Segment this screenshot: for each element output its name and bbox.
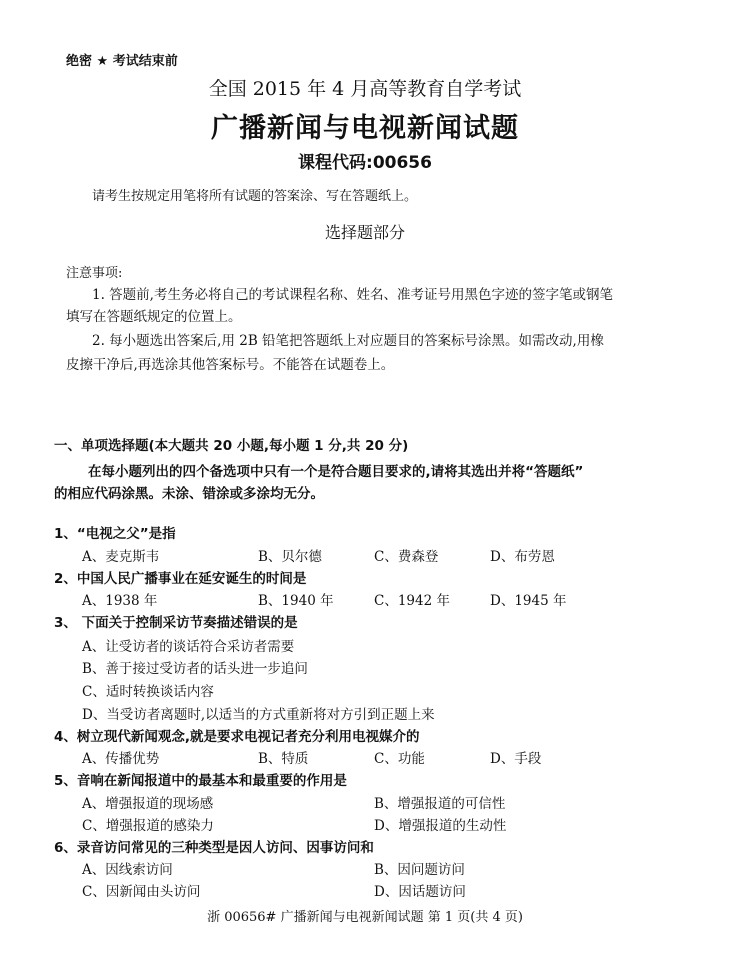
question-1-option-d: D、布劳恩: [490, 549, 555, 565]
note-1-line-1: 1. 答题前,考生务必将自己的考试课程名称、姓名、准考证号用黑色字迹的签字笔或钢笔: [92, 287, 613, 303]
note-2-line-2: 皮擦干净后,再选涂其他答案标号。不能答在试题卷上。: [66, 357, 395, 373]
notes-title: 注意事项:: [66, 266, 123, 281]
question-2-option-a: A、1938 年: [82, 593, 158, 609]
part-one-instruction-line-1: 在每小题列出的四个备选项中只有一个是符合题目要求的,请将其选出并将“答题纸”: [88, 464, 584, 480]
question-4-stem: 4、树立现代新闻观念,就是要求电视记者充分利用电视媒介的: [54, 729, 420, 745]
part-one-title: 一、单项选择题(本大题共 20 小题,每小题 1 分,共 20 分): [54, 438, 409, 454]
course-code: 课程代码:00656: [298, 153, 432, 173]
question-4-option-a: A、传播优势: [82, 751, 160, 767]
question-3-option-c: C、适时转换谈话内容: [82, 684, 214, 700]
question-1-option-c: C、费森登: [374, 549, 439, 565]
question-1-stem: 1、“电视之父”是指: [54, 526, 176, 542]
question-4-option-c: C、功能: [374, 751, 425, 767]
question-6-stem: 6、录音访问常见的三种类型是因人访问、因事访问和: [54, 840, 374, 856]
question-6-option-a: A、因线索访问: [82, 862, 173, 878]
question-5-stem: 5、音响在新闻报道中的最基本和最重要的作用是: [54, 773, 347, 789]
question-2-option-b: B、1940 年: [258, 593, 334, 609]
question-3-option-a: A、让受访者的谈话符合采访者需要: [82, 639, 295, 655]
question-5-option-a: A、增强报道的现场感: [82, 796, 214, 812]
question-6-option-b: B、因问题访问: [374, 862, 465, 878]
question-5-option-c: C、增强报道的感染力: [82, 818, 214, 834]
note-1-line-2: 填写在答题纸规定的位置上。: [66, 309, 242, 325]
section-heading: 选择题部分: [324, 223, 405, 242]
question-2-option-c: C、1942 年: [374, 593, 450, 609]
question-1-option-b: B、贝尔德: [258, 549, 322, 565]
question-2-option-d: D、1945 年: [490, 593, 567, 609]
part-one-instruction-line-2: 的相应代码涂黑。未涂、错涂或多涂均无分。: [54, 486, 324, 502]
confidential-mark: 绝密 ★ 考试结束前: [66, 54, 178, 69]
note-2-line-1: 2. 每小题选出答案后,用 2B 铅笔把答题纸上对应题目的答案标号涂黑。如需改动,用橡: [92, 333, 604, 349]
question-3-option-b: B、善于接过受访者的话头进一步追问: [82, 661, 308, 677]
answer-instruction: 请考生按规定用笔将所有试题的答案涂、写在答题纸上。: [92, 189, 418, 204]
question-3-stem: 3、 下面关于控制采访节奏描述错误的是: [54, 615, 298, 631]
question-3-option-d: D、当受访者离题时,以适当的方式重新将对方引到正题上来: [82, 707, 435, 723]
question-4-option-d: D、手段: [490, 751, 542, 767]
question-6-option-d: D、因话题访问: [374, 884, 466, 900]
question-5-option-b: B、增强报道的可信性: [374, 796, 506, 812]
question-6-option-c: C、因新闻由头访问: [82, 884, 201, 900]
question-1-option-a: A、麦克斯韦: [82, 549, 160, 565]
question-5-option-d: D、增强报道的生动性: [374, 818, 507, 834]
question-4-option-b: B、特质: [258, 751, 309, 767]
paper-title: 广播新闻与电视新闻试题: [211, 113, 519, 144]
question-2-stem: 2、中国人民广播事业在延安诞生的时间是: [54, 571, 307, 587]
exam-name: 全国 2015 年 4 月高等教育自学考试: [208, 78, 522, 100]
page-footer: 浙 00656# 广播新闻与电视新闻试题 第 1 页(共 4 页): [207, 910, 523, 925]
